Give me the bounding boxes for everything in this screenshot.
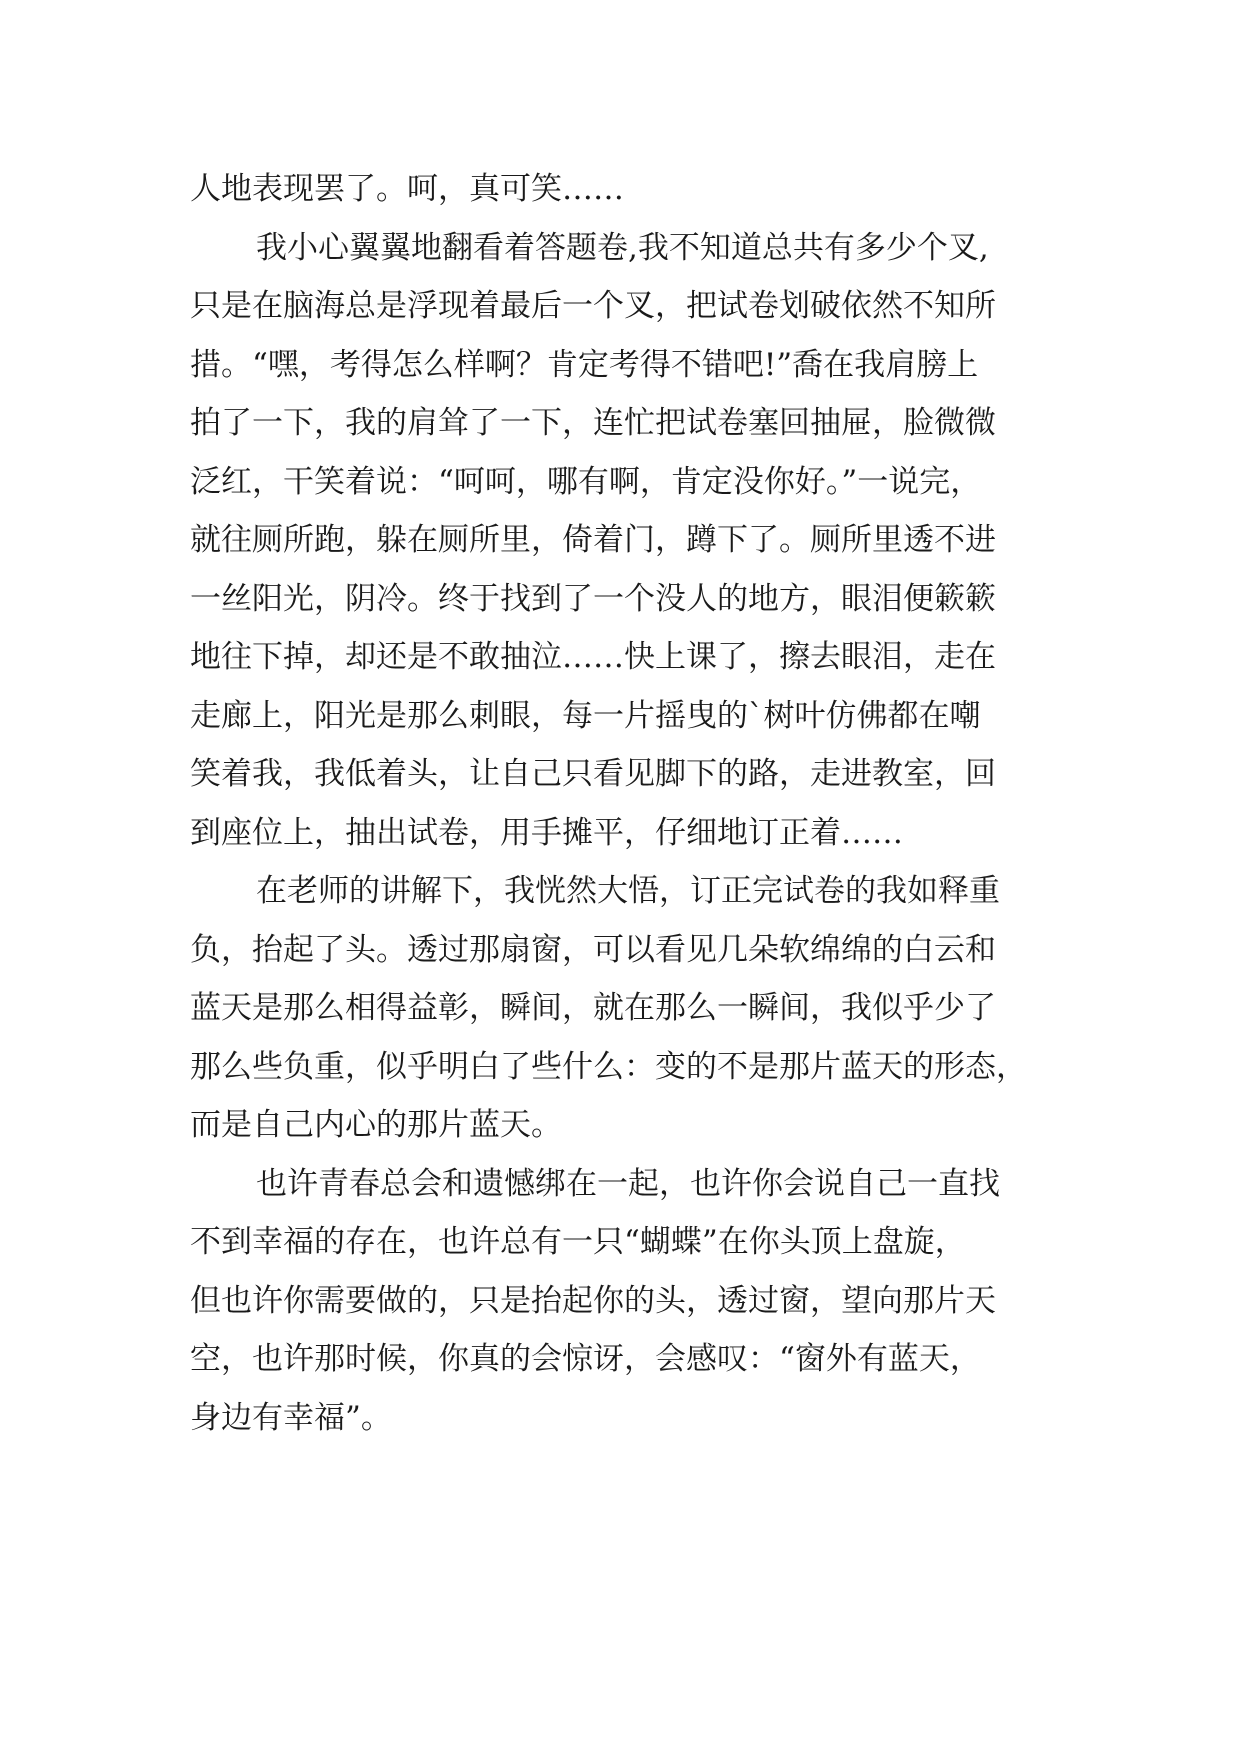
text-line: 一丝阳光，阴冷。终于找到了一个没人的地方，眼泪便簌簌 (190, 580, 996, 617)
text-line: 走廊上，阳光是那么刺眼，每一片摇曳的`树叶仿佛都在嘲 (190, 697, 981, 734)
essay-body (190, 160, 1090, 1447)
text-line: 人地表现罢了。呵，真可笑…… (190, 171, 624, 207)
text-line: 也许青春总会和遗憾绑在一起，也许你会说自己一直找 (256, 1165, 1000, 1202)
text-line: 负，抬起了头。透过那扇窗，可以看见几朵软绵绵的白云和 (190, 931, 996, 968)
text-line: 泛红，干笑着说：“呵呵，哪有啊，肯定没你好。”一说完， (190, 463, 982, 500)
text-line: 我小心翼翼地翻看着答题卷,我不知道总共有多少个叉, (256, 229, 989, 266)
text-line: 空，也许那时候，你真的会惊讶，会感叹：“窗外有蓝天， (190, 1341, 981, 1377)
text-line: 拍了一下，我的肩耸了一下，连忙把试卷塞回抽屉，脸微微 (190, 405, 996, 441)
text-line: 不到幸福的存在，也许总有一只“蝴蝶”在你头顶上盘旋， (190, 1224, 966, 1260)
text-line: 只是在脑海总是浮现着最后一个叉，把试卷划破依然不知所 (190, 288, 996, 324)
text-line: 就往厕所跑，躲在厕所里，倚着门，蹲下了。厕所里透不进 (190, 522, 996, 558)
text-line: 措。“嘿，考得怎么样啊？肯定考得不错吧!”喬在我肩膀上 (190, 346, 979, 383)
text-line: 在老师的讲解下，我恍然大悟，订正完试卷的我如释重 (256, 873, 1000, 909)
text-line: 到座位上，抽出试卷，用手摊平，仔细地订正着…… (190, 814, 903, 851)
text-line: 地往下掉，却还是不敢抽泣……快上课了，擦去眼泪，走在 (190, 639, 996, 675)
text-line: 但也许你需要做的，只是抬起你的头，透过窗，望向那片天 (190, 1282, 996, 1319)
text-line: 那么些负重，似乎明白了些什么：变的不是那片蓝天的形态， (190, 1048, 1027, 1085)
text-line: 笑着我，我低着头，让自己只看见脚下的路，走进教室，回 (190, 756, 996, 792)
text-line: 身边有幸福”。 (190, 1399, 392, 1436)
text-line: 而是自己内心的那片蓝天。 (190, 1107, 562, 1143)
text-line: 蓝天是那么相得益彰，瞬间，就在那么一瞬间，我似乎少了 (190, 990, 996, 1026)
